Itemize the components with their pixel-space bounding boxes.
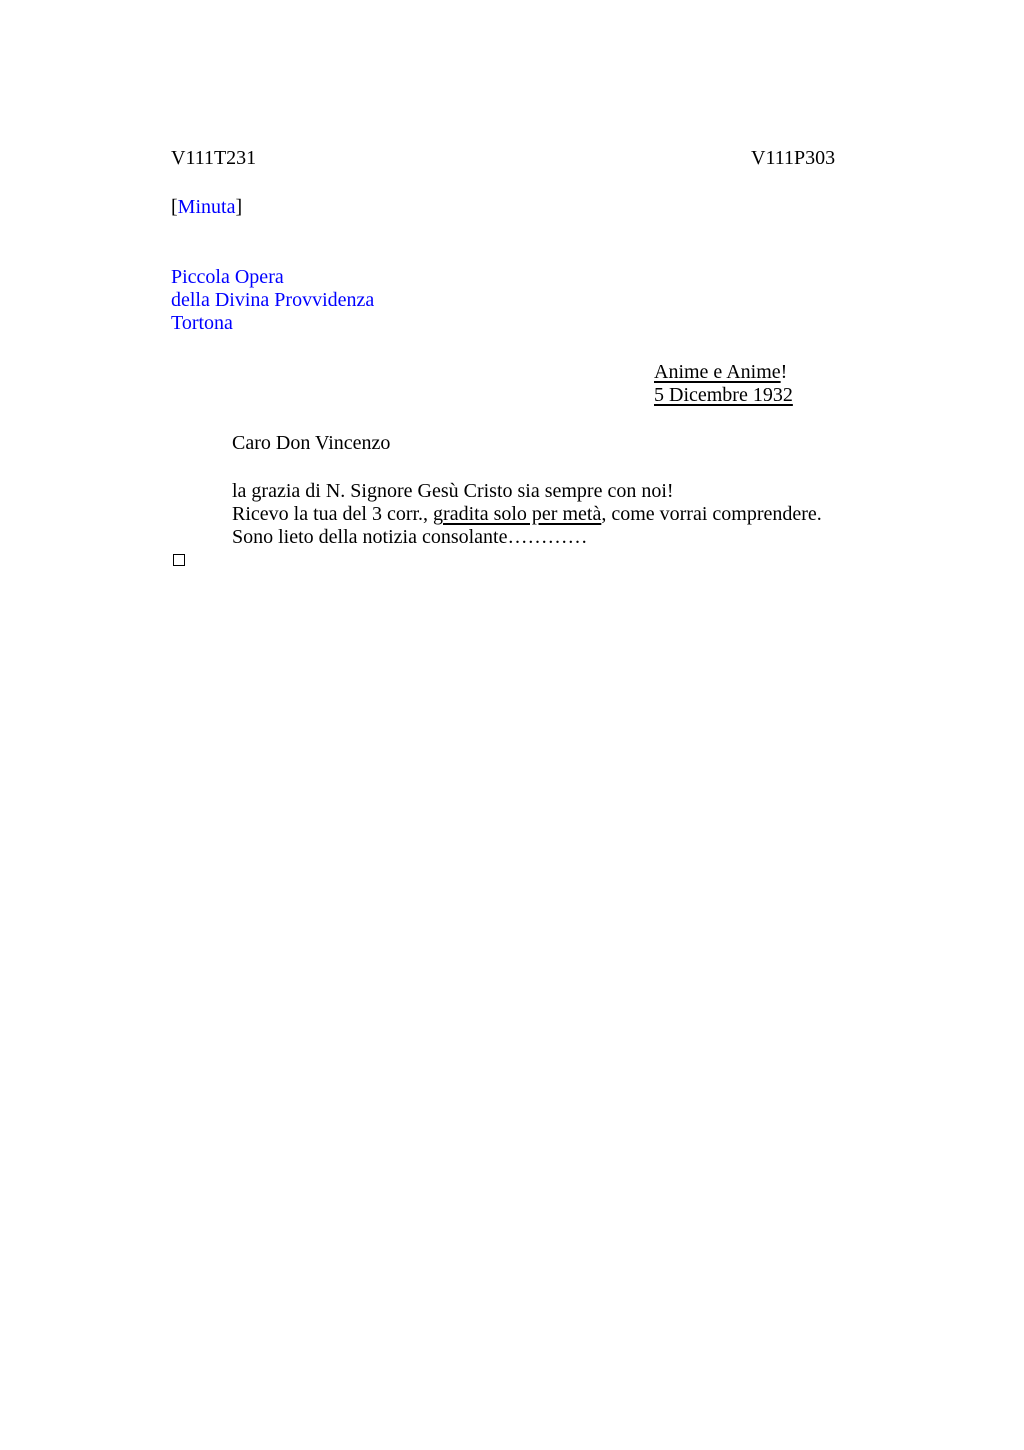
motto: Anime e Anime [654,361,781,383]
letterhead-line-3: Tortona [171,312,233,334]
underlined-phrase: gradita solo per metà [433,503,602,525]
motto-punct: ! [780,361,788,383]
letterhead [171,266,374,335]
body-line-2 [232,503,822,526]
salutation: Caro Don Vincenzo [232,432,391,454]
draft-open-bracket: [ [171,196,178,218]
dateline [654,361,793,407]
draft-label: Minuta [177,196,236,218]
motto-line [654,361,793,384]
letter-date: 5 Dicembre 1932 [654,384,793,406]
right-code: V111P303 [751,147,836,169]
left-code: V111T231 [171,147,257,169]
letterhead-line-1: Piccola Opera [171,266,284,288]
letter-body [232,480,822,549]
body-line-3: Sono lieto della notizia consolante………… [232,526,588,548]
letterhead-line-2: della Divina Provvidenza [171,289,375,311]
draft-note [171,196,242,219]
body-line-1: la grazia di N. Signore Gesù Cristo sia sempre con noi! [232,480,674,502]
body-line-2-start: Ricevo la tua del 3 corr., [232,503,434,525]
body-line-2-end: , come vorrai comprendere. [601,503,822,525]
checkbox-icon [173,554,185,566]
draft-close-bracket: ] [235,196,243,218]
